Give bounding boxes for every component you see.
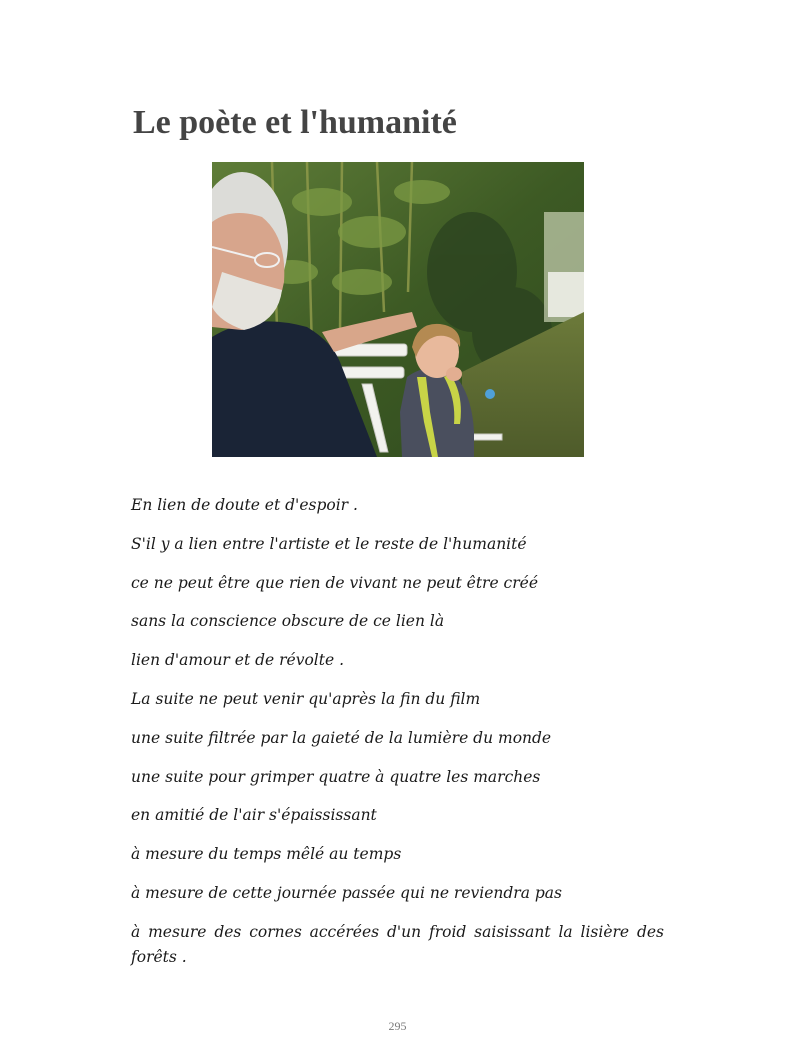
poem-line: S'il y a lien entre l'artiste et le reste de l'humanité bbox=[131, 534, 527, 553]
page-number: 295 bbox=[388, 1019, 407, 1033]
poem-line: La suite ne peut venir qu'après la fin du film bbox=[131, 689, 481, 708]
page-title: Le poète et l'humanité bbox=[133, 104, 457, 141]
poem-line: sans la conscience obscure de ce lien là bbox=[131, 612, 445, 631]
poem-line: En lien de doute et d'espoir . bbox=[131, 496, 358, 514]
poem-line: à mesure de cette journée passée qui ne reviendra pas bbox=[131, 883, 562, 902]
poem-line: à mesure du temps mêlé au temps bbox=[131, 845, 402, 864]
poem-line: en amitié de l'air s'épaississant bbox=[131, 806, 377, 825]
poem bbox=[131, 493, 664, 970]
poem-line: à mesure des cornes accérées d'un froid saisissant la lisière des forêts . bbox=[131, 922, 664, 966]
poem-line: une suite filtrée par la gaieté de la lumière du monde bbox=[131, 728, 552, 747]
poem-line: lien d'amour et de révolte . bbox=[131, 651, 345, 670]
garden-photo bbox=[212, 162, 584, 457]
poem-line: ce ne peut être que rien de vivant ne peut être créé bbox=[131, 573, 538, 592]
poem-line: une suite pour grimper quatre à quatre les marches bbox=[131, 767, 541, 786]
